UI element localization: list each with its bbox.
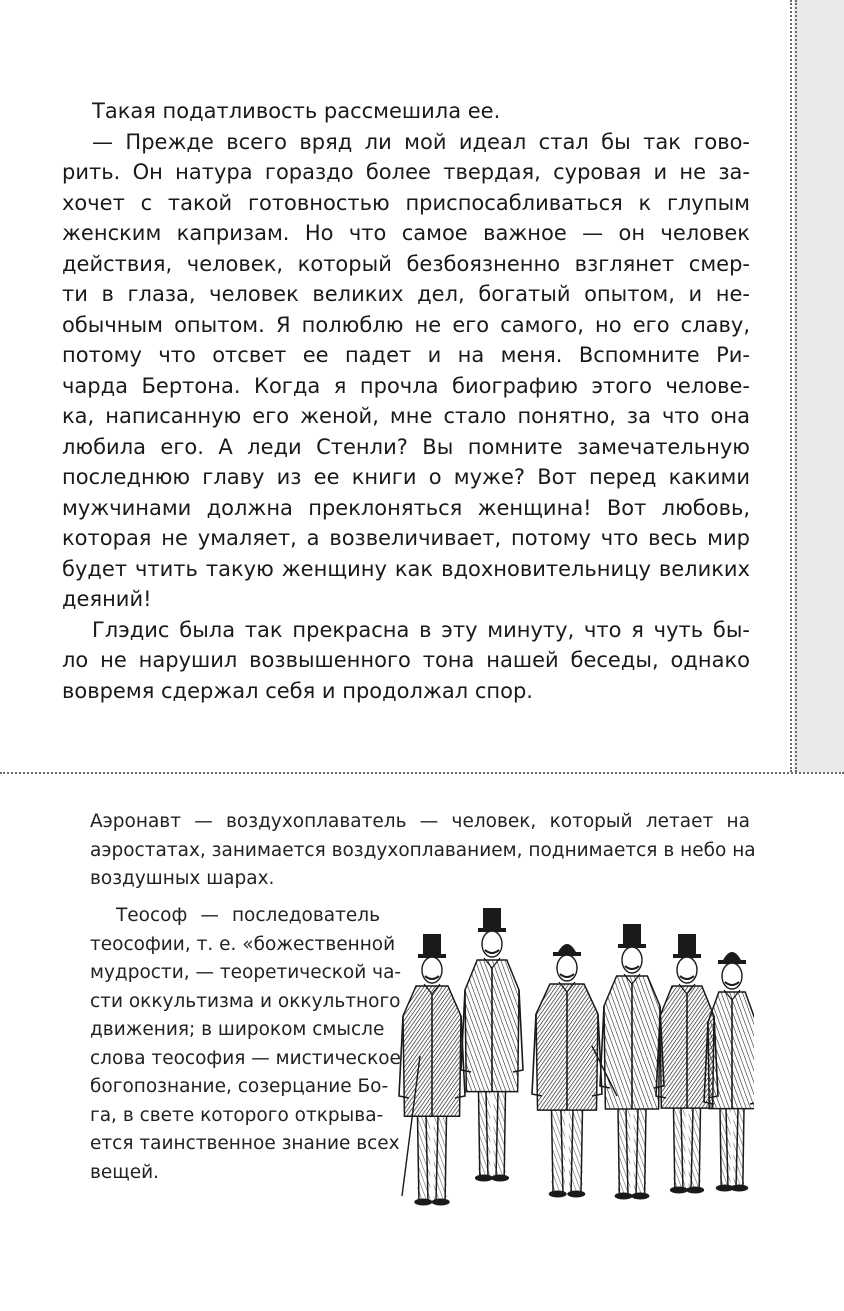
note-aeronaut xyxy=(90,808,756,894)
text-line: богопознание, созерцание Бо- xyxy=(90,1076,389,1097)
text-line: Такая податливость рассмешила ее. xyxy=(92,99,501,123)
gentleman-figure xyxy=(600,924,664,1200)
text-line: сти оккультизма и оккультного xyxy=(90,990,401,1012)
text-line: рить. Он натура гораздо более твердая, суровая и не за- xyxy=(62,160,750,184)
text-line: га, в свете которого открыва- xyxy=(90,1104,384,1126)
main-story-text xyxy=(62,96,750,706)
text-line: которая не умаляет, а возвеличивает, потому что весь мир xyxy=(62,526,750,550)
text-line: ка, написанную его женой, мне стало понятно, за что она xyxy=(62,404,750,428)
text-line: движения; в широком смысле xyxy=(90,1019,385,1040)
text-line: Глэдис была так прекрасна в эту минуту, что я чуть бы- xyxy=(92,617,750,642)
gentleman-figure xyxy=(532,944,602,1198)
text-line: вовремя сдержал себя и продолжал спор. xyxy=(62,678,533,703)
text-line: чарда Бертона. Когда я прочла биографию этого челове- xyxy=(62,373,750,398)
text-line: деяний! xyxy=(62,587,152,611)
gentleman-figure xyxy=(399,934,465,1206)
gentleman-figure xyxy=(704,952,754,1192)
text-line: последнюю главу из ее книги о муже? Вот перед какими xyxy=(62,465,750,489)
text-line: ется таинственное знание всех xyxy=(90,1133,400,1154)
text-line: — Прежде всего вряд ли мой идеал стал бы так гово- xyxy=(92,129,750,154)
text-line: мудрости, — теоретической ча- xyxy=(90,962,402,983)
text-line: Теософ — последователь xyxy=(116,905,380,926)
text-line: действия, человек, который безбоязненно взглянет смер- xyxy=(62,251,750,276)
text-line: воздушных шарах. xyxy=(90,868,275,889)
text-line: мужчинами должна преклоняться женщина! Вот любовь, xyxy=(62,495,750,520)
text-line: вещей. xyxy=(90,1161,159,1183)
vertical-dotted-border-inner xyxy=(795,0,797,772)
text-line: аэростатах, занимается воздухоплаванием, поднимается в небо на xyxy=(90,839,756,861)
note-theosoph xyxy=(90,902,402,1187)
text-line: потому что отсвет ее падет и на меня. Вспомните Ри- xyxy=(62,343,750,367)
text-line: ти в глаза, человек великих дел, богатый опытом, и не- xyxy=(62,282,750,306)
gentlemen-illustration xyxy=(392,896,754,1208)
text-line: слова теософия — мистическое xyxy=(90,1047,401,1069)
text-line: теософии, т. е. «божественной xyxy=(90,933,396,955)
page-side-strip xyxy=(794,0,844,772)
text-line: любила его. А леди Стенли? Вы помните замечательную xyxy=(62,434,750,459)
text-line: будет чтить такую женщину как вдохновительницу великих xyxy=(62,556,750,581)
gentleman-figure xyxy=(461,908,523,1182)
vertical-dotted-border xyxy=(790,0,792,772)
text-line: женским капризам. Но что самое важное — он человек xyxy=(62,221,750,245)
text-line: Аэронавт — воздухоплаватель — человек, который летает на xyxy=(90,811,750,832)
text-line: хочет с такой готовностью приспосабливаться к глупым xyxy=(62,190,750,215)
horizontal-dotted-divider xyxy=(0,772,844,774)
text-line: ло не нарушил возвышенного тона нашей беседы, однако xyxy=(62,648,750,672)
text-line: обычным опытом. Я полюблю не его самого, но его славу, xyxy=(62,312,750,337)
